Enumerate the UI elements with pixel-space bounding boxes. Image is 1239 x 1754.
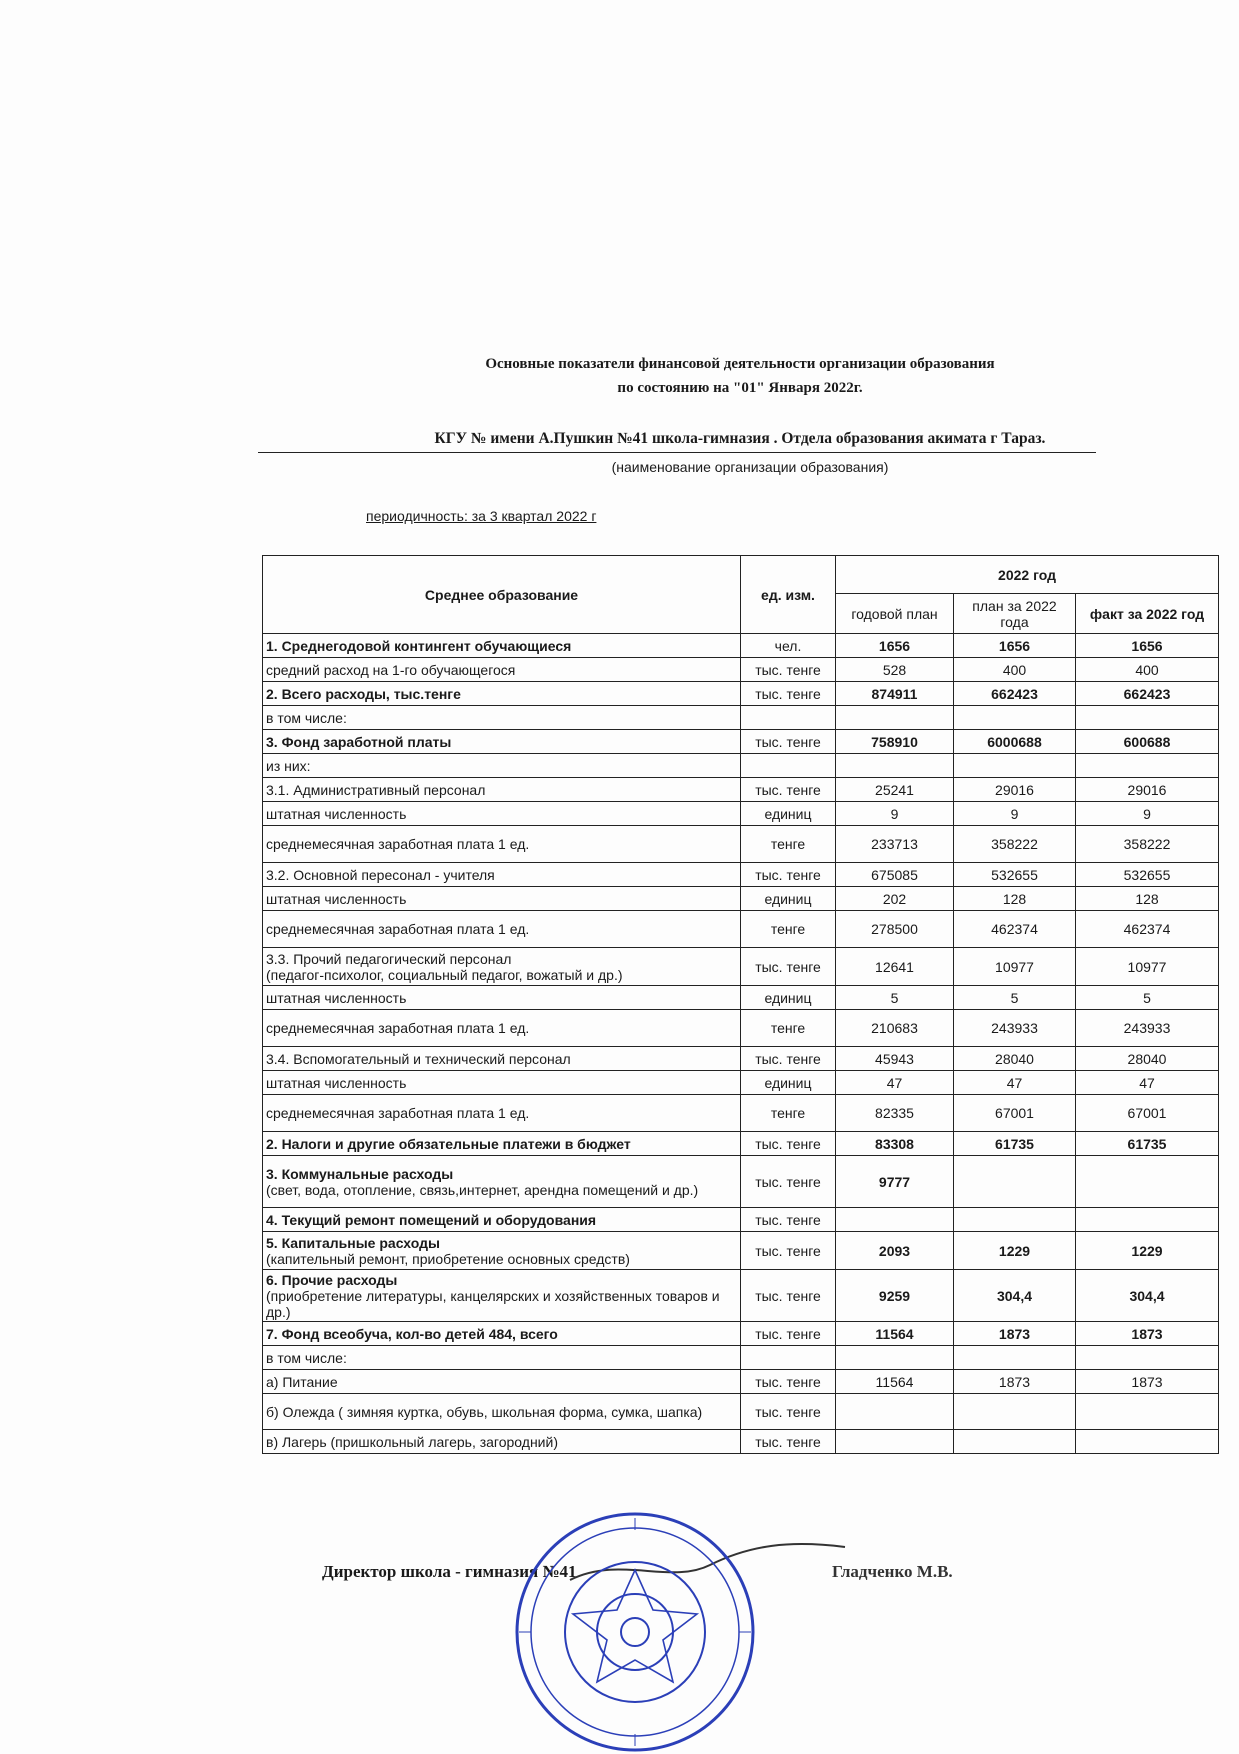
- row-unit: тыс. тенге: [741, 778, 836, 802]
- row-fact: [1076, 1208, 1219, 1232]
- row-plan-period: 304,4: [954, 1270, 1076, 1322]
- row-unit: тыс. тенге: [741, 863, 836, 887]
- row-label-text: в том числе:: [266, 709, 347, 726]
- row-label: [263, 634, 741, 658]
- row-plan-annual: [836, 1430, 954, 1454]
- table-row: [263, 1430, 1219, 1454]
- table-row: [263, 1232, 1219, 1270]
- col-unit: ед. изм.: [741, 556, 836, 634]
- row-plan-period: 10977: [954, 948, 1076, 986]
- row-fact: 462374: [1076, 911, 1219, 948]
- row-label-text: штатная численность: [266, 1074, 407, 1091]
- organization-name: КГУ № имени А.Пушкин №41 школа-гимназия . Отдела образования акимата г Тараз.: [434, 430, 1046, 447]
- row-fact: 1656: [1076, 634, 1219, 658]
- row-fact: 600688: [1076, 730, 1219, 754]
- row-fact: 1873: [1076, 1322, 1219, 1346]
- row-plan-annual: 5: [836, 986, 954, 1010]
- row-plan-annual: 2093: [836, 1232, 954, 1270]
- table-row: [263, 1132, 1219, 1156]
- row-unit: тенге: [741, 911, 836, 948]
- row-plan-period: [954, 706, 1076, 730]
- row-plan-annual: 528: [836, 658, 954, 682]
- row-fact: 61735: [1076, 1132, 1219, 1156]
- row-plan-annual: 9: [836, 802, 954, 826]
- table-row: [263, 778, 1219, 802]
- state-emblem-seal-icon: [505, 1510, 765, 1754]
- table-row: [263, 1394, 1219, 1430]
- row-plan-period: 1873: [954, 1322, 1076, 1346]
- director-label: Директор школа - гимназия №41: [322, 1562, 577, 1581]
- row-plan-period: 5: [954, 986, 1076, 1010]
- row-label: [263, 1346, 741, 1370]
- row-plan-period: 29016: [954, 778, 1076, 802]
- table-row: [263, 730, 1219, 754]
- title-line-1: Основные показатели финансовой деятельности организации образования: [485, 356, 995, 372]
- row-plan-annual: 47: [836, 1071, 954, 1095]
- row-fact: 28040: [1076, 1047, 1219, 1071]
- row-plan-period: 243933: [954, 1010, 1076, 1047]
- row-fact: 532655: [1076, 863, 1219, 887]
- table-row: [263, 887, 1219, 911]
- table-row: [263, 634, 1219, 658]
- row-label: [263, 863, 741, 887]
- row-plan-annual: [836, 706, 954, 730]
- row-plan-annual: 9259: [836, 1270, 954, 1322]
- row-plan-period: 358222: [954, 826, 1076, 863]
- table-row: [263, 863, 1219, 887]
- row-unit: тыс. тенге: [741, 658, 836, 682]
- row-unit: тыс. тенге: [741, 1232, 836, 1270]
- row-label-text: б) Олежда ( зимняя куртка, обувь, школьная форма, сумка, шапка): [266, 1403, 703, 1420]
- row-label: [263, 1156, 741, 1208]
- col-plan-period: план за 2022 года: [954, 594, 1076, 634]
- row-unit: тыс. тенге: [741, 1270, 836, 1322]
- table-row: [263, 911, 1219, 948]
- row-plan-period: 47: [954, 1071, 1076, 1095]
- row-plan-annual: 11564: [836, 1322, 954, 1346]
- row-plan-period: 1873: [954, 1370, 1076, 1394]
- row-plan-annual: 25241: [836, 778, 954, 802]
- row-label-text: штатная численность: [266, 989, 407, 1006]
- table-row: [263, 754, 1219, 778]
- table-row: [263, 948, 1219, 986]
- row-plan-annual: [836, 1346, 954, 1370]
- row-label-text: а) Питание: [266, 1373, 338, 1390]
- row-plan-annual: [836, 754, 954, 778]
- row-plan-annual: 83308: [836, 1132, 954, 1156]
- row-unit: единиц: [741, 1071, 836, 1095]
- row-plan-annual: 874911: [836, 682, 954, 706]
- row-unit: единиц: [741, 986, 836, 1010]
- row-label-text: штатная численность: [266, 890, 407, 907]
- row-unit: тыс. тенге: [741, 1156, 836, 1208]
- row-fact: 304,4: [1076, 1270, 1219, 1322]
- row-unit: тыс. тенге: [741, 682, 836, 706]
- row-unit: тенге: [741, 1010, 836, 1047]
- row-plan-period: 28040: [954, 1047, 1076, 1071]
- row-plan-annual: 12641: [836, 948, 954, 986]
- row-fact: 67001: [1076, 1095, 1219, 1132]
- row-fact: 662423: [1076, 682, 1219, 706]
- row-label-text: 3. Фонд заработной платы: [266, 733, 452, 750]
- row-plan-period: 462374: [954, 911, 1076, 948]
- row-label: [263, 1208, 741, 1232]
- row-label-text: штатная численность: [266, 805, 407, 822]
- row-label-text: 7. Фонд всеобуча, кол-во детей 484, всего: [266, 1325, 558, 1342]
- row-plan-period: 400: [954, 658, 1076, 682]
- row-label: [263, 948, 741, 986]
- row-label-text: среднемесячная заработная плата 1 ед.: [266, 921, 530, 937]
- row-unit: [741, 1346, 836, 1370]
- title-line-2: по состоянию на "01" Января 2022г.: [617, 380, 863, 396]
- row-label-text: среднемесячная заработная плата 1 ед.: [266, 836, 530, 852]
- table-row: [263, 706, 1219, 730]
- table-row: [263, 1322, 1219, 1346]
- row-label: [263, 706, 741, 730]
- row-label: [263, 887, 741, 911]
- row-plan-period: [954, 1346, 1076, 1370]
- row-plan-annual: 11564: [836, 1370, 954, 1394]
- row-label: [263, 1071, 741, 1095]
- row-unit: тенге: [741, 1095, 836, 1132]
- table-row: [263, 1370, 1219, 1394]
- row-sublabel: (педагог-психолог, социальный педагог, вожатый и др.): [266, 966, 623, 983]
- table-row: [263, 682, 1219, 706]
- row-unit: [741, 754, 836, 778]
- row-plan-annual: 758910: [836, 730, 954, 754]
- row-plan-annual: [836, 1208, 954, 1232]
- row-label-text: средний расход на 1-го обучающегося: [266, 661, 516, 678]
- row-fact: [1076, 1346, 1219, 1370]
- row-plan-annual: 9777: [836, 1156, 954, 1208]
- table-row: [263, 1208, 1219, 1232]
- row-fact: 10977: [1076, 948, 1219, 986]
- row-label-text: 3.4. Вспомогательный и технический персонал: [266, 1050, 571, 1067]
- row-fact: 1873: [1076, 1370, 1219, 1394]
- row-label: [263, 826, 741, 863]
- row-unit: тыс. тенге: [741, 1047, 836, 1071]
- row-label-text: 3.3. Прочий педагогический персонал: [266, 950, 512, 967]
- row-label: [263, 1394, 741, 1430]
- row-plan-annual: 202: [836, 887, 954, 911]
- row-unit: чел.: [741, 634, 836, 658]
- row-plan-annual: 278500: [836, 911, 954, 948]
- table-row: [263, 1010, 1219, 1047]
- row-label-text: 2. Налоги и другие обязательные платежи в бюджет: [266, 1135, 631, 1152]
- row-unit: единиц: [741, 887, 836, 911]
- row-unit: единиц: [741, 802, 836, 826]
- row-label: [263, 1132, 741, 1156]
- row-label: [263, 754, 741, 778]
- row-plan-period: 532655: [954, 863, 1076, 887]
- row-plan-annual: [836, 1394, 954, 1430]
- table-row: [263, 1071, 1219, 1095]
- row-fact: 128: [1076, 887, 1219, 911]
- row-label: [263, 1010, 741, 1047]
- row-label-text: из них:: [266, 757, 311, 774]
- row-label-text: 4. Текущий ремонт помещений и оборудования: [266, 1211, 597, 1228]
- row-label-text: 3.2. Основной пересонал - учителя: [266, 866, 495, 883]
- row-fact: 1229: [1076, 1232, 1219, 1270]
- row-label: [263, 1232, 741, 1270]
- row-plan-period: 61735: [954, 1132, 1076, 1156]
- row-fact: 243933: [1076, 1010, 1219, 1047]
- row-plan-period: 662423: [954, 682, 1076, 706]
- row-label: [263, 682, 741, 706]
- row-label-text: 6. Прочие расходы: [266, 1271, 398, 1288]
- row-label: [263, 1370, 741, 1394]
- row-label-text: 3.1. Административный персонал: [266, 781, 486, 798]
- row-plan-period: [954, 1394, 1076, 1430]
- row-unit: тыс. тенге: [741, 1322, 836, 1346]
- row-label: [263, 986, 741, 1010]
- col-fact: факт за 2022 год: [1076, 594, 1219, 634]
- row-unit: тыс. тенге: [741, 1370, 836, 1394]
- row-plan-period: 1229: [954, 1232, 1076, 1270]
- row-unit: тыс. тенге: [741, 1430, 836, 1454]
- row-label: [263, 658, 741, 682]
- row-label-text: 3. Коммунальные расходы: [266, 1165, 454, 1182]
- col-education: Среднее образование: [263, 556, 741, 634]
- row-plan-annual: 45943: [836, 1047, 954, 1071]
- row-plan-period: 1656: [954, 634, 1076, 658]
- row-fact: [1076, 706, 1219, 730]
- row-label: [263, 1270, 741, 1322]
- row-plan-annual: 1656: [836, 634, 954, 658]
- row-label: [263, 911, 741, 948]
- col-year: 2022 год: [836, 556, 1219, 594]
- financial-indicators-table: [262, 555, 1219, 1454]
- row-label-text: в) Лагерь (пришкольный лагерь, загородний): [266, 1433, 558, 1450]
- row-unit: тенге: [741, 826, 836, 863]
- table-row: [263, 802, 1219, 826]
- row-label-text: 5. Капитальные расходы: [266, 1234, 440, 1251]
- row-label: [263, 778, 741, 802]
- table-row: [263, 1346, 1219, 1370]
- table-row: [263, 1156, 1219, 1208]
- row-unit: тыс. тенге: [741, 1132, 836, 1156]
- row-fact: [1076, 1430, 1219, 1454]
- row-unit: тыс. тенге: [741, 1394, 836, 1430]
- row-label-text: 1. Среднегодовой контингент обучающиеся: [266, 637, 572, 654]
- table-row: [263, 658, 1219, 682]
- row-sublabel: (капительный ремонт, приобретение основных средств): [266, 1250, 630, 1267]
- row-label: [263, 1322, 741, 1346]
- row-sublabel: (приобретение литературы, канцелярских и хозяйственных товаров и др.): [266, 1287, 720, 1320]
- row-fact: 5: [1076, 986, 1219, 1010]
- organization-caption: (наименование организации образования): [611, 459, 889, 475]
- periodicity: периодичность: за 3 квартал 2022 г: [366, 508, 597, 524]
- row-fact: 358222: [1076, 826, 1219, 863]
- row-label-text: в том числе:: [266, 1349, 347, 1366]
- row-label: [263, 730, 741, 754]
- row-plan-period: [954, 1430, 1076, 1454]
- row-plan-annual: 82335: [836, 1095, 954, 1132]
- table-row: [263, 826, 1219, 863]
- row-plan-period: [954, 1208, 1076, 1232]
- row-label: [263, 1095, 741, 1132]
- row-plan-period: [954, 1156, 1076, 1208]
- row-sublabel: (свет, вода, отопление, связь,интернет, арендна помещений и др.): [266, 1181, 699, 1198]
- row-plan-period: 9: [954, 802, 1076, 826]
- col-plan-annual: годовой план: [836, 594, 954, 634]
- row-fact: 400: [1076, 658, 1219, 682]
- row-unit: тыс. тенге: [741, 948, 836, 986]
- row-fact: [1076, 1394, 1219, 1430]
- row-label-text: среднемесячная заработная плата 1 ед.: [266, 1020, 530, 1036]
- row-unit: тыс. тенге: [741, 730, 836, 754]
- row-plan-period: 67001: [954, 1095, 1076, 1132]
- row-plan-annual: 233713: [836, 826, 954, 863]
- row-label: [263, 1047, 741, 1071]
- row-label: [263, 1430, 741, 1454]
- table-row: [263, 1270, 1219, 1322]
- row-fact: 9: [1076, 802, 1219, 826]
- director-name: Гладченко М.В.: [832, 1562, 953, 1581]
- row-fact: 47: [1076, 1071, 1219, 1095]
- org-name-rule: [258, 452, 1096, 453]
- row-unit: тыс. тенге: [741, 1208, 836, 1232]
- table-row: [263, 986, 1219, 1010]
- row-plan-annual: 675085: [836, 863, 954, 887]
- row-plan-period: 128: [954, 887, 1076, 911]
- table-row: [263, 1095, 1219, 1132]
- row-label-text: среднемесячная заработная плата 1 ед.: [266, 1105, 530, 1121]
- row-plan-period: [954, 754, 1076, 778]
- row-fact: [1076, 1156, 1219, 1208]
- row-label: [263, 802, 741, 826]
- table-body: [263, 634, 1219, 1454]
- row-plan-period: 6000688: [954, 730, 1076, 754]
- table-row: [263, 1047, 1219, 1071]
- row-plan-annual: 210683: [836, 1010, 954, 1047]
- row-label-text: 2. Всего расходы, тыс.тенге: [266, 685, 461, 702]
- row-unit: [741, 706, 836, 730]
- row-fact: [1076, 754, 1219, 778]
- row-fact: 29016: [1076, 778, 1219, 802]
